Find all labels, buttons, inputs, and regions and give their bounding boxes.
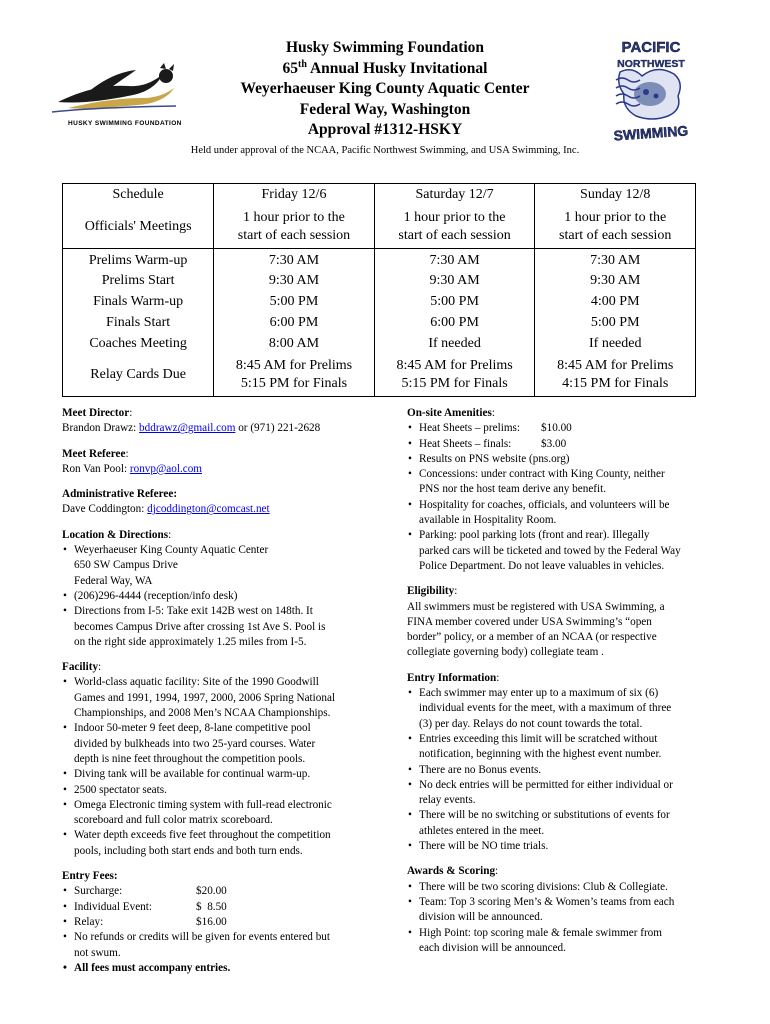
list-item	[407, 808, 707, 839]
admin-referee-email-link[interactable]: djcoddington@comcast.net	[147, 503, 270, 516]
meet-referee-name: Ron Van Pool:	[62, 462, 130, 475]
title-line-approval: Approval #1312-HSKY	[307, 121, 463, 138]
officials-sat-l2: start of each session	[398, 228, 511, 243]
entry-fees-section	[62, 869, 362, 976]
facility-line: • Diving tank will be available for continual warm-up.	[74, 768, 311, 781]
entry-info-line: athletes entered in the meet.	[419, 824, 545, 837]
directions-line: on the right side approximately 1.25 miles from I-5.	[74, 635, 307, 648]
list-item	[407, 895, 707, 926]
heat-sheet-label: • Heat Sheets – prelims:	[419, 422, 520, 435]
venue-phone: • (206)296-4444 (reception/info desk)	[74, 589, 238, 602]
saturday-col-header: Saturday 12/7	[374, 184, 535, 207]
entry-info-list	[407, 686, 707, 854]
entry-info-line: notification, beginning with the highest event number.	[419, 748, 662, 761]
right-column	[407, 406, 707, 966]
meet-director-email-link[interactable]: bddrawz@gmail.com	[139, 422, 236, 435]
row-fri: 7:30 AM	[214, 249, 374, 271]
facility-line: Championships, and 2008 Men’s NCAA Championships.	[74, 707, 331, 720]
facility-line: divided by bulkheads into two 25-yard courses. Water	[74, 737, 316, 750]
relay-sat	[374, 354, 535, 397]
eligibility-line: All swimmers must be registered with USA Swimming, a	[407, 600, 665, 613]
eligibility-line: FINA member covered under USA Swimming’s “open	[407, 615, 652, 628]
list-item	[62, 767, 362, 782]
venue-city: Federal Way, WA	[74, 574, 153, 587]
fee-amount: $16.00	[196, 915, 227, 928]
heat-sheet-label: • Heat Sheets – finals:	[419, 437, 512, 450]
list-item	[62, 798, 362, 829]
facility-line: depth is nine feet throughout the competition pools.	[74, 752, 306, 765]
awards-line: • High Point: top scoring male & female swimmer from	[419, 926, 662, 939]
title-line-foundation: Husky Swimming Foundation	[285, 39, 485, 56]
schedule-row	[63, 333, 696, 354]
amenity-line: PNS nor the host team derive any benefit.	[419, 483, 607, 496]
list-item	[62, 721, 362, 767]
list-item	[407, 926, 707, 957]
amenity-line: parked cars will be ticketed and towed by the Federal Way	[419, 544, 681, 557]
awards-section	[407, 864, 707, 956]
facility-line: • Water depth exceeds five feet throughout the competition	[74, 829, 331, 842]
venue-street: 650 SW Campus Drive	[74, 559, 178, 572]
list-item	[62, 604, 362, 650]
officials-fri-l1: 1 hour prior to the	[243, 210, 345, 225]
approval-note: Held under approval of the NCAA, Pacific Northwest Swimming, and USA Swimming, Inc.	[190, 145, 580, 156]
row-sat: 6:00 PM	[374, 312, 535, 333]
fee-label: • Surcharge:	[74, 885, 123, 898]
amenity-line: available in Hospitality Room.	[419, 514, 557, 527]
list-item	[62, 783, 362, 798]
officials-sun	[535, 206, 696, 249]
facility-section	[62, 660, 362, 859]
eligibility-section	[407, 584, 707, 660]
officials-fri-l2: start of each session	[237, 228, 351, 243]
facility-list	[62, 675, 362, 859]
entry-fees-heading: Entry Fees:	[62, 870, 118, 883]
list-item	[407, 839, 707, 854]
friday-col-header: Friday 12/6	[214, 184, 374, 207]
admin-referee-section	[62, 487, 362, 518]
location-heading-text: Location & Directions	[62, 528, 169, 541]
pns-logo-graphic	[612, 36, 690, 146]
entry-info-line: • Entries exceeding this limit will be scratched without	[419, 732, 658, 745]
title-line-venue: Weyerhaeuser King County Aquatic Center	[240, 80, 530, 97]
row-fri: 6:00 PM	[214, 312, 374, 333]
awards-line: division will be announced.	[419, 911, 543, 924]
relay-sat-l1: 8:45 AM for Prelims	[396, 358, 513, 373]
relay-fri-l2: 5:15 PM for Finals	[240, 376, 348, 391]
row-sat: If needed	[374, 333, 535, 354]
row-fri: 5:00 PM	[214, 291, 374, 312]
entry-info-line: relay events.	[419, 794, 476, 807]
schedule-row	[63, 270, 696, 291]
schedule-col-header: Schedule	[63, 184, 214, 207]
meet-director-phone: or (971) 221-2628	[235, 422, 321, 435]
row-sun: 9:30 AM	[535, 270, 696, 291]
logo-caption: HUSKY SWIMMING FOUNDATION	[68, 120, 182, 127]
relay-fri-l1: 8:45 AM for Prelims	[235, 358, 353, 373]
amenity-line: • Parking: pool parking lots (front and rear). Illegally	[419, 529, 650, 542]
list-item	[62, 589, 362, 604]
fee-amount: $ 8.50	[196, 900, 227, 913]
schedule-table	[62, 183, 696, 397]
heat-sheet-row	[407, 437, 707, 452]
awards-line: • There will be two scoring divisions: Club & Collegiate.	[419, 880, 668, 893]
amenity-line: • Results on PNS website (pns.org)	[419, 452, 570, 465]
row-sat: 7:30 AM	[374, 249, 535, 271]
amenity-line: • Concessions: under contract with King County, neither	[419, 468, 665, 481]
pns-word-pacific: PACIFIC	[621, 39, 681, 56]
facility-line: scoreboard and full color matrix scoreboard.	[74, 814, 273, 827]
venue-name: • Weyerhaeuser King County Aquatic Center	[74, 544, 269, 557]
entry-info-line: individual events for the meet, with a maximum of three	[419, 702, 672, 715]
eligibility-line: border” policy, or a member of an NCAA (or respective	[407, 631, 657, 644]
amenities-heading-text: On-site Amenities	[407, 407, 492, 419]
row-fri: 8:00 AM	[214, 333, 374, 354]
awards-heading: Awards & Scoring:	[407, 865, 499, 878]
list-item	[407, 686, 707, 732]
schedule-row	[63, 249, 696, 271]
entry-info-line: • There will be no switching or substitutions of events for	[419, 809, 670, 822]
fee-row	[62, 884, 362, 899]
pns-word-northwest: NORTHWEST	[617, 58, 685, 70]
title-line-city: Federal Way, Washington	[299, 100, 471, 118]
fee-amount: $20.00	[196, 885, 227, 898]
list-item	[407, 452, 707, 467]
edition-suffix: th	[298, 58, 307, 70]
amenities-heading: On-site Amenities:	[407, 407, 495, 419]
admin-referee-heading: Administrative Referee:	[62, 488, 178, 501]
row-label: Coaches Meeting	[63, 333, 214, 354]
awards-heading-text: Awards & Scoring	[407, 865, 496, 878]
eligibility-heading-text: Eligibility	[407, 585, 455, 598]
edition-number: 65	[282, 59, 299, 77]
meet-director-line	[62, 421, 362, 436]
row-sat: 9:30 AM	[374, 270, 535, 291]
list-item	[62, 543, 362, 589]
fee-row	[62, 915, 362, 930]
awards-line: • Team: Top 3 scoring Men’s & Women’s teams from each	[419, 895, 675, 908]
facility-line: pools, including both start ends and both turn ends.	[74, 844, 303, 857]
row-sun: 5:00 PM	[535, 312, 696, 333]
entry-info-line: • There will be NO time trials.	[419, 840, 549, 853]
pns-word-swimming: SWIMMING	[613, 122, 689, 144]
meet-referee-email-link[interactable]: ronvp@aol.com	[129, 462, 203, 475]
fee-label: • Individual Event:	[74, 900, 152, 913]
entry-info-line: • Each swimmer may enter up to a maximum of six (6)	[419, 687, 659, 700]
awards-line: each division will be announced.	[419, 941, 566, 954]
heat-sheet-price: $10.00	[541, 422, 572, 435]
list-item	[62, 961, 362, 976]
title-line-invitational	[180, 59, 590, 80]
relay-row	[63, 354, 696, 397]
list-item	[407, 498, 707, 529]
relay-sun	[535, 354, 696, 397]
amenities-list	[407, 421, 707, 574]
list-item	[62, 828, 362, 859]
entry-info-line: • No deck entries will be permitted for either individual or	[419, 778, 673, 791]
row-sun: 7:30 AM	[535, 249, 696, 271]
location-heading: Location & Directions:	[62, 528, 172, 541]
amenity-line: Police Department. Do not leave valuables in vehicles.	[419, 559, 665, 572]
officials-row	[63, 206, 696, 249]
facility-heading: Facility:	[62, 661, 102, 674]
meet-referee-heading: Meet Referee:	[62, 447, 129, 460]
row-sat: 5:00 PM	[374, 291, 535, 312]
pacific-northwest-swimming-logo	[612, 36, 690, 146]
heat-sheet-price: $3.00	[541, 437, 567, 450]
eligibility-line: collegiate governing body) collegiate team .	[407, 646, 604, 659]
officials-sat-l1: 1 hour prior to the	[403, 210, 506, 225]
meet-director-name: Brandon Drawz:	[62, 422, 140, 435]
facility-line: • Omega Electronic timing system with full-read electronic	[74, 798, 332, 811]
row-sun: If needed	[535, 333, 696, 354]
facility-line: • World-class aquatic facility: Site of the 1990 Goodwill	[74, 676, 319, 689]
entry-info-line: (3) per day. Relays do not count towards the total.	[419, 717, 643, 730]
row-sun: 4:00 PM	[535, 291, 696, 312]
fee-label: • Relay:	[74, 915, 104, 928]
entry-info-heading: Entry Information:	[407, 671, 500, 684]
list-item	[407, 778, 707, 809]
entry-info-heading-text: Entry Information	[407, 671, 497, 684]
relay-sun-l2: 4:15 PM for Finals	[562, 376, 669, 391]
schedule-row	[63, 291, 696, 312]
officials-sun-l1: 1 hour prior to the	[564, 210, 667, 225]
row-fri: 9:30 AM	[214, 270, 374, 291]
list-item	[407, 467, 707, 498]
relay-fri	[214, 354, 374, 397]
officials-sat	[374, 206, 535, 249]
eligibility-heading: Eligibility:	[407, 585, 458, 598]
swimmer-logo-graphic	[48, 62, 183, 120]
list-item	[407, 763, 707, 778]
facility-line: Games and 1991, 1994, 1997, 2000, 2006 Spring National	[74, 691, 336, 704]
entry-info-section	[407, 671, 707, 855]
directions-line: becomes Campus Drive after crossing 1st Ave S. Pool is	[74, 620, 326, 633]
relay-label: Relay Cards Due	[63, 354, 214, 397]
relay-sun-l1: 8:45 AM for Prelims	[557, 358, 674, 373]
schedule-row	[63, 312, 696, 333]
meet-director-section	[62, 406, 362, 437]
list-item	[407, 880, 707, 895]
row-label: Finals Start	[63, 312, 214, 333]
meet-director-heading: Meet Director:	[62, 407, 133, 419]
officials-label: Officials' Meetings	[63, 206, 214, 249]
fee-row	[62, 900, 362, 915]
refund-note-line: not swum.	[74, 946, 121, 959]
admin-referee-line	[62, 502, 362, 517]
invitational-name: Annual Husky Invitational	[306, 59, 488, 77]
list-item	[62, 930, 362, 961]
meet-referee-line	[62, 462, 362, 477]
officials-sun-l2: start of each session	[559, 228, 672, 243]
relay-sat-l2: 5:15 PM for Finals	[401, 376, 508, 391]
husky-swimming-foundation-logo	[48, 62, 183, 134]
meet-referee-section	[62, 447, 362, 478]
list-item	[407, 732, 707, 763]
amenities-section	[407, 406, 707, 574]
left-column	[62, 406, 362, 986]
facility-line: • Indoor 50-meter 9 feet deep, 8-lane competitive pool	[74, 722, 311, 735]
admin-referee-name: Dave Coddington:	[62, 503, 148, 516]
facility-line: • 2500 spectator seats.	[74, 783, 167, 796]
entry-fees-list	[62, 884, 362, 976]
entry-info-line: • There are no Bonus events.	[419, 763, 542, 776]
sunday-col-header: Sunday 12/8	[535, 184, 696, 207]
meet-title-block	[180, 38, 590, 141]
refund-note-line: • No refunds or credits will be given for events entered but	[74, 931, 330, 944]
list-item	[62, 675, 362, 721]
location-list	[62, 543, 362, 650]
meet-referee-heading-text: Meet Referee	[62, 447, 126, 460]
fees-final-note: • All fees must accompany entries.	[74, 961, 231, 974]
location-section	[62, 528, 362, 650]
list-item	[407, 528, 707, 574]
awards-list	[407, 880, 707, 956]
schedule-header-row	[63, 184, 696, 207]
amenity-line: • Hospitality for coaches, officials, and volunteers will be	[419, 498, 670, 511]
row-label: Prelims Warm-up	[63, 249, 214, 271]
meet-director-heading-text: Meet Director	[62, 407, 130, 419]
row-label: Prelims Start	[63, 270, 214, 291]
directions-line: • Directions from I-5: Take exit 142B west on 148th. It	[74, 605, 313, 618]
row-label: Finals Warm-up	[63, 291, 214, 312]
facility-heading-text: Facility	[62, 661, 99, 674]
officials-fri	[214, 206, 374, 249]
heat-sheet-row	[407, 421, 707, 436]
